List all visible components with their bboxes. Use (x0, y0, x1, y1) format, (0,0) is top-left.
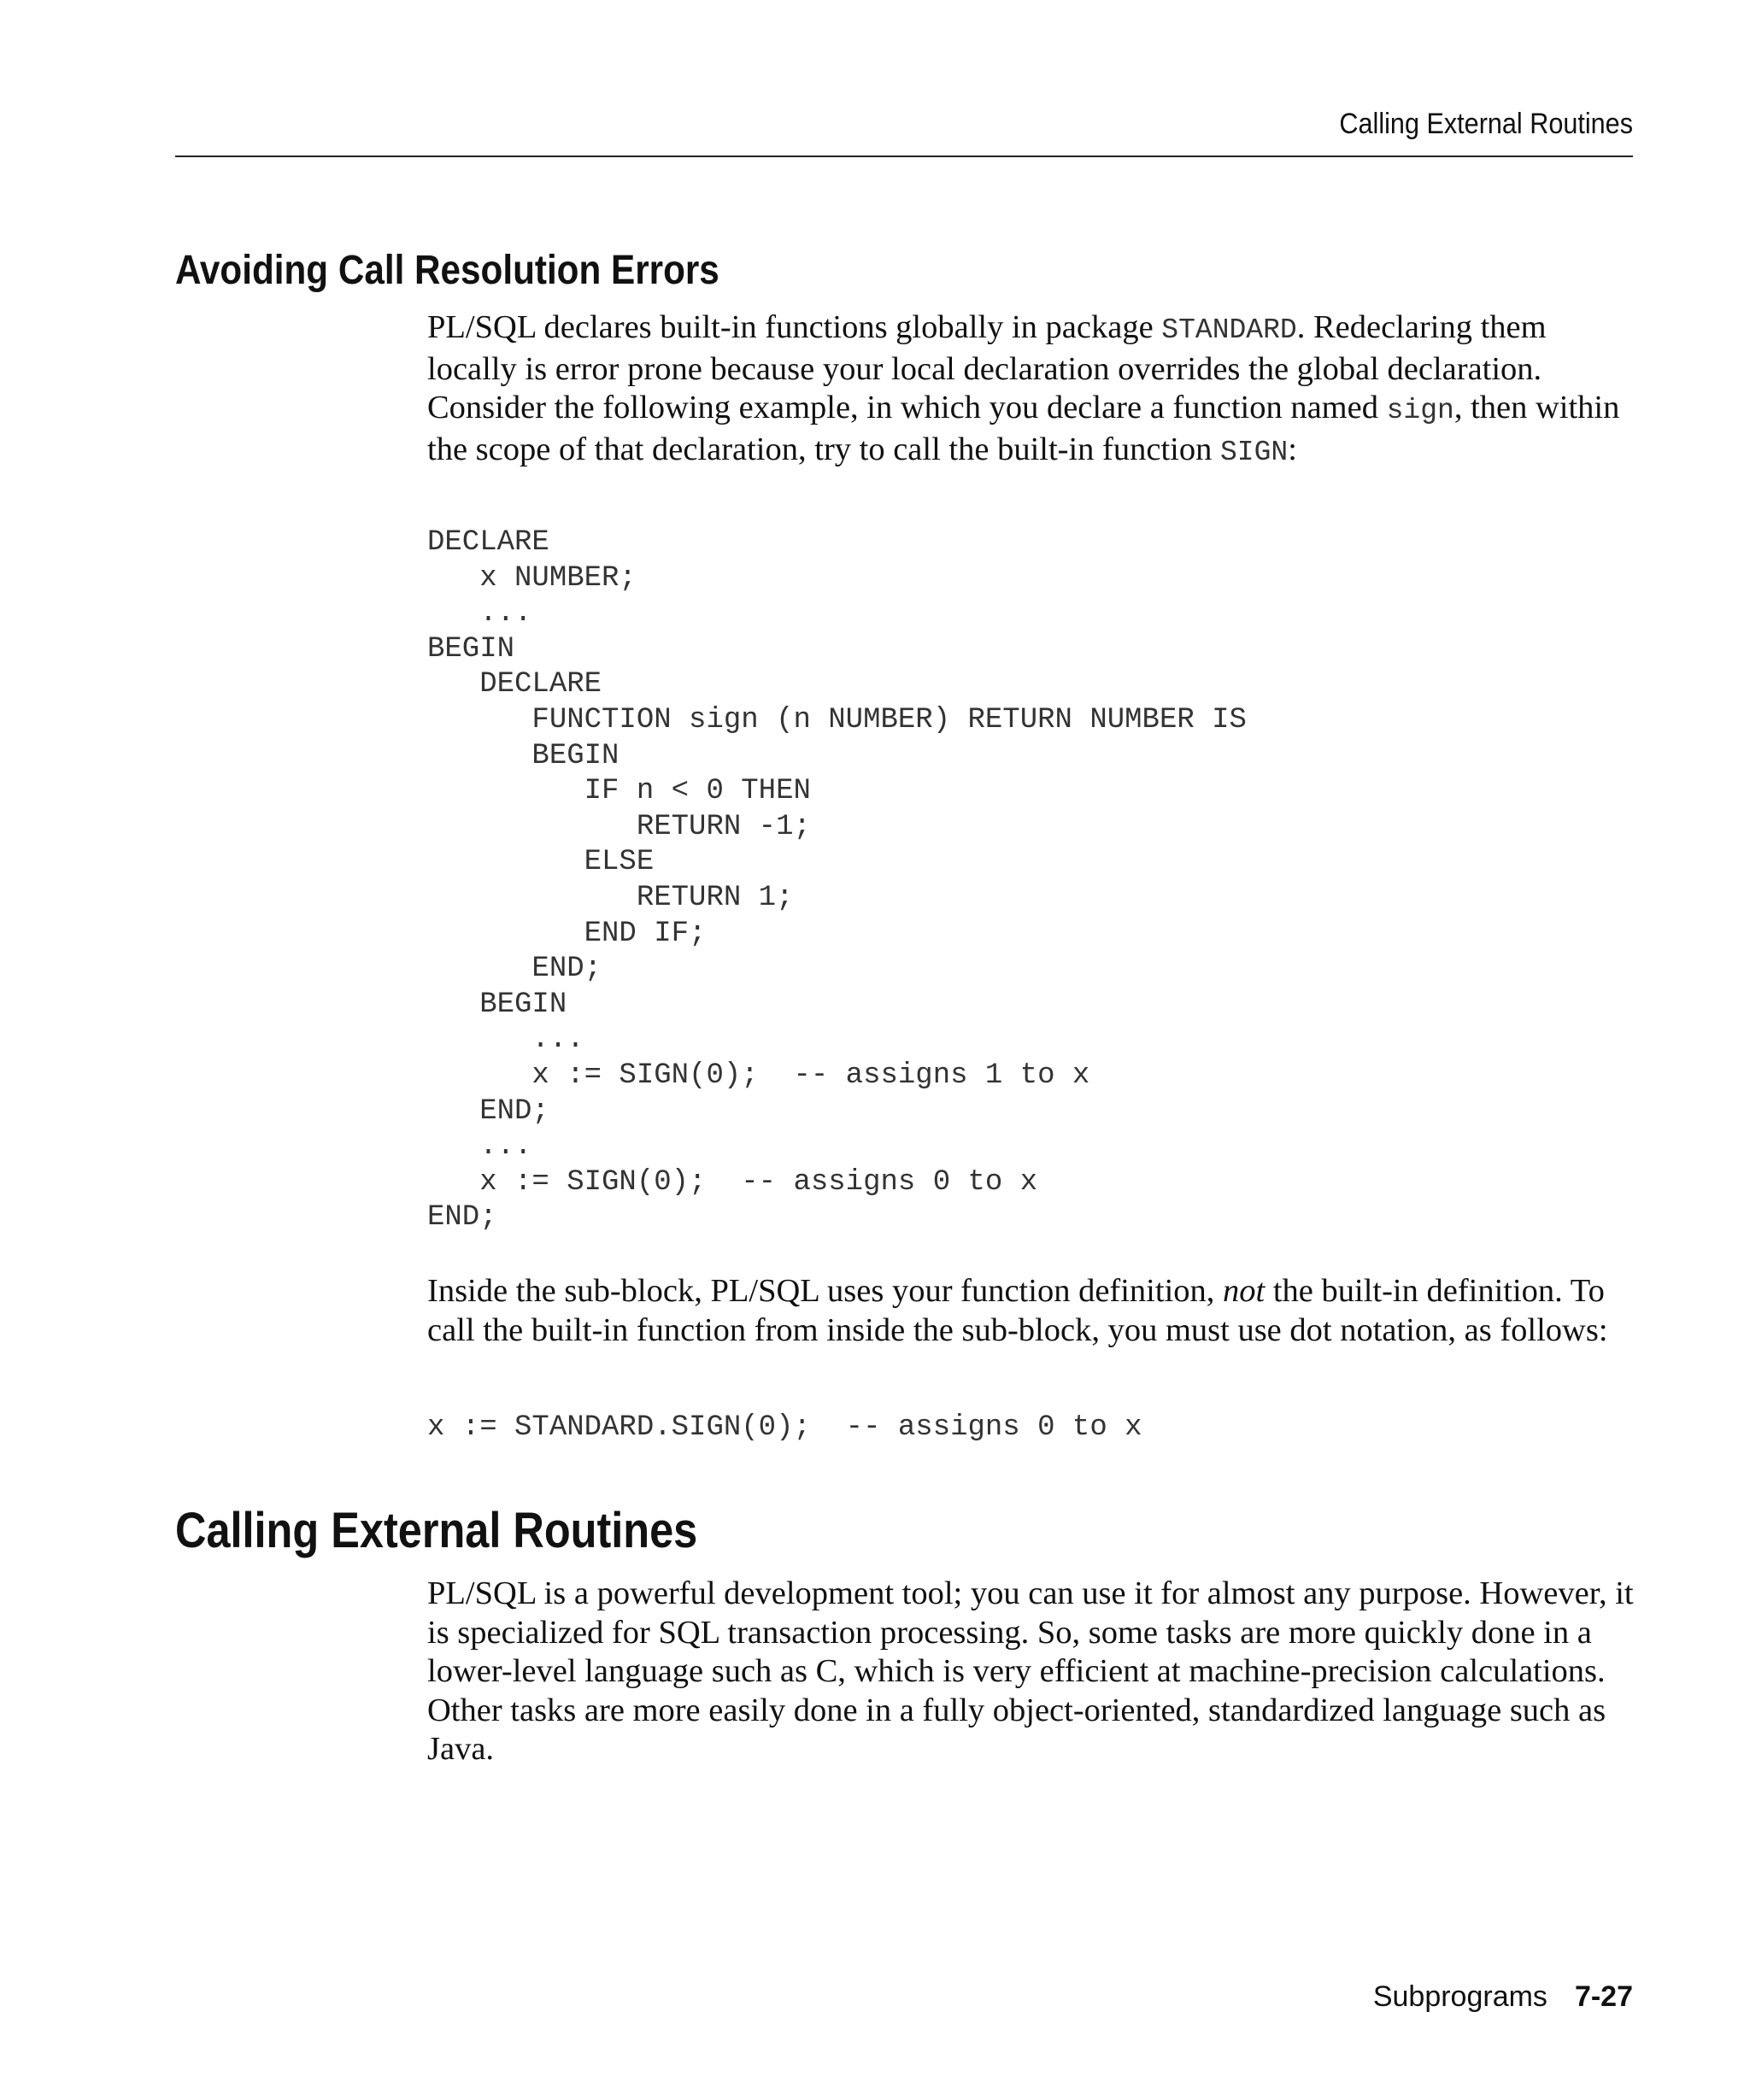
code-line: IF n < 0 THEN (427, 775, 811, 808)
code-line: x := SIGN(0); -- assigns 1 to x (427, 1059, 1090, 1092)
code-line: ELSE (427, 846, 655, 879)
code-line: BEGIN (427, 988, 567, 1021)
code-line: END; (427, 1201, 497, 1235)
code-line: DECLARE (427, 668, 602, 701)
inline-code-sign: sign (1386, 395, 1454, 426)
code-line: FUNCTION sign (n NUMBER) RETURN NUMBER IS (427, 703, 1247, 736)
section-heading-calling-external: Calling External Routines (175, 1503, 698, 1558)
code-line: END; (427, 953, 602, 986)
code-line: RETURN -1; (427, 810, 811, 843)
code-line: ... (427, 597, 532, 631)
intro-text-4: : (1288, 431, 1297, 467)
code-line: END; (427, 1094, 549, 1128)
page-number: 7-27 (1574, 1980, 1633, 2013)
intro-text-2: . Redeclaring them locally is error prone because your local declaration overrides the global declaration. Consider the following example, in which you declare a function named (427, 309, 1547, 425)
inline-code-sign-upper: SIGN (1220, 436, 1289, 468)
code-example-dot-notation: x := STANDARD.SIGN(0); -- assigns 0 to x (427, 1411, 1142, 1444)
sub-block-paragraph (427, 1272, 1641, 1350)
footer-chapter: Subprograms (1372, 1980, 1547, 2013)
after-text-2: the built-in definition. To call the built-in function from inside the sub-block, you must use dot notation, as follows: (427, 1273, 1608, 1348)
code-line: x := SIGN(0); -- assigns 0 to x (427, 1165, 1038, 1199)
code-line: BEGIN (427, 739, 620, 772)
external-routines-paragraph: PL/SQL is a powerful development tool; you can use it for almost any purpose. However, it is specialized for SQL transaction processing. So, some tasks are more quickly done in a lower-level language such as C, which is very efficient at machine-precision calculations. Other tasks are more easily done in a fully object-oriented, standardized language such as Java. (427, 1575, 1634, 1767)
running-header: Calling External Routines (1339, 108, 1633, 140)
intro-text-1: PL/SQL declares built-in functions globally in package (427, 309, 1162, 345)
code-line: x NUMBER; (427, 561, 637, 595)
code-line: ... (427, 1024, 584, 1057)
code-line: END IF; (427, 917, 707, 950)
section-heading-avoiding-errors: Avoiding Call Resolution Errors (175, 248, 719, 293)
code-example-block (427, 525, 1247, 1236)
inline-code-standard: STANDARD (1161, 314, 1297, 346)
emphasis-not: not (1223, 1273, 1266, 1309)
code-line: DECLARE (427, 526, 549, 559)
code-line: ... (427, 1130, 532, 1164)
after-text-1: Inside the sub-block, PL/SQL uses your function definition, (427, 1273, 1224, 1309)
intro-paragraph (427, 308, 1641, 472)
header-rule (175, 155, 1633, 157)
code-line: BEGIN (427, 632, 515, 666)
page-footer (1282, 1980, 1633, 2014)
code-line: RETURN 1; (427, 881, 794, 914)
intro-text-3: , then within the scope of that declaration, try to call the built-in function (427, 390, 1620, 467)
